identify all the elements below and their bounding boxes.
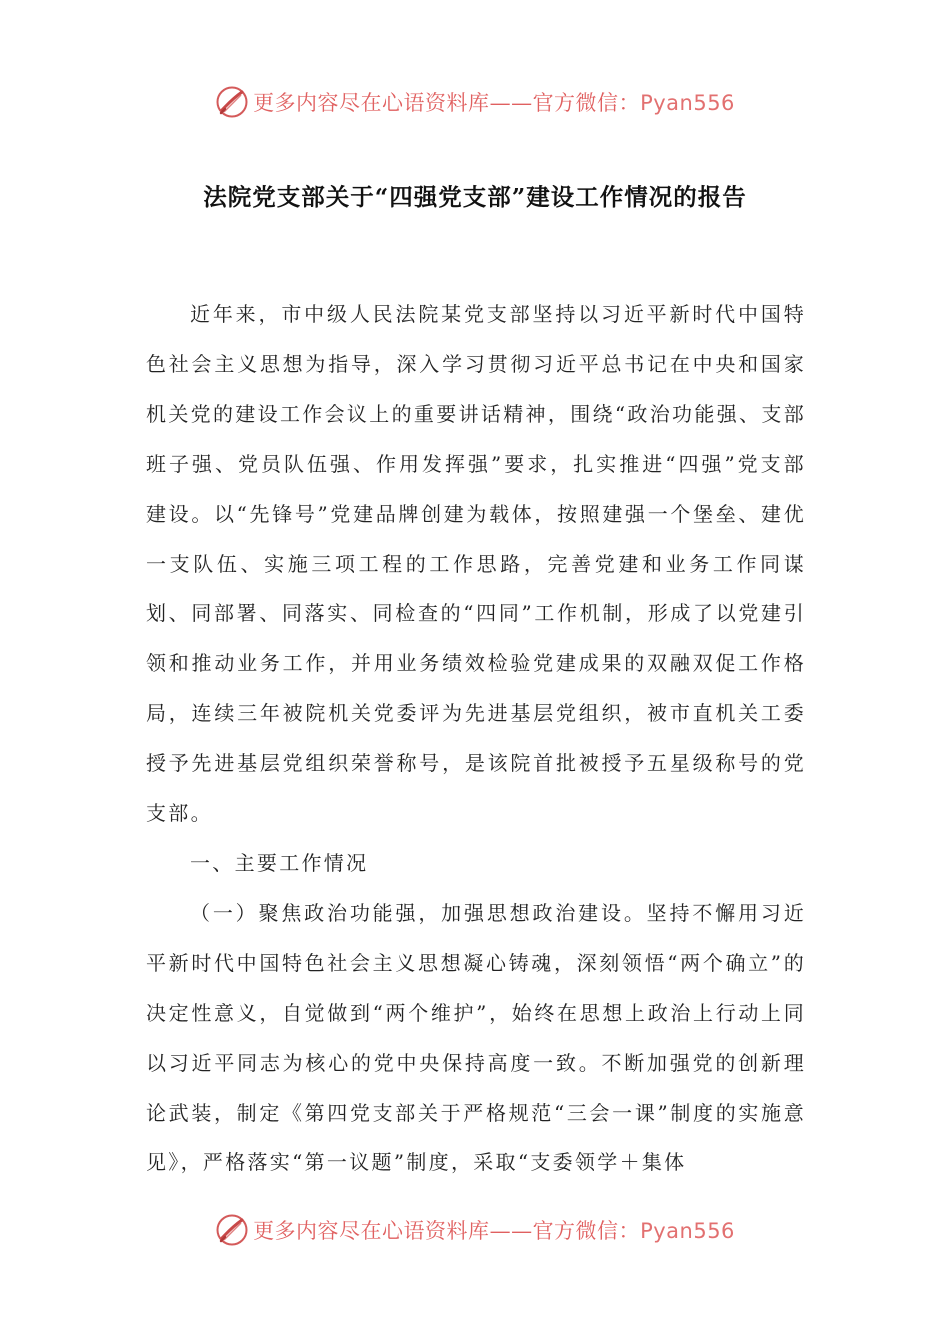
watermark-wechat-id: Pyan556 bbox=[640, 91, 735, 115]
pen-logo-icon bbox=[215, 85, 249, 119]
paragraph: （一）聚焦政治功能强，加强思想政治建设。坚持不懈用习近平新时代中国特色社会主义思想凝心铸魂，深刻领悟“两个确立”的决定性意义，自觉做到“两个维护”，始终在思想上政治上行动上同以习近平同志为核心的党中央保持高度一致。不断加强党的创新理论武装，制定《第四党支部关于严格规范“三会一课”制度的实施意见》，严格落实“第一议题”制度，采取“支委领学＋集体 bbox=[146, 900, 806, 1175]
watermark-wechat-id: Pyan556 bbox=[640, 1219, 735, 1243]
pen-logo-icon bbox=[215, 1213, 249, 1247]
watermark-text: 更多内容尽在心语资料库 bbox=[253, 1219, 490, 1243]
header-watermark bbox=[0, 82, 950, 122]
watermark-text: 更多内容尽在心语资料库 bbox=[253, 91, 490, 115]
section-heading: 一、主要工作情况 bbox=[190, 850, 369, 875]
paragraph: 近年来，市中级人民法院某党支部坚持以习近平新时代中国特色社会主义思想为指导，深入学习贯彻习近平总书记在中央和国家机关党的建设工作会议上的重要讲话精神，围绕“政治功能强、支部班子强、党员队伍强、作用发挥强”要求，扎实推进“四强”党支部建设。以“先锋号”党建品牌创建为载体，按照建强一个堡垒、建优一支队伍、实施三项工程的工作思路，完善党建和业务工作同谋划、同部署、同落实、同检查的“四同”工作机制，形成了以党建引领和推动业务工作，并用业务绩效检验党建成果的双融双促工作格局，连续三年被院机关党委评为先进基层党组织，被市直机关工委授予先进基层党组织荣誉称号，是该院首批被授予五星级称号的党支部。 bbox=[146, 302, 806, 826]
watermark-label: 官方微信： bbox=[532, 91, 641, 115]
document-title: 法院党支部关于“四强党支部”建设工作情况的报告 bbox=[203, 183, 747, 211]
document-body bbox=[146, 290, 806, 1188]
footer-watermark bbox=[0, 1210, 950, 1250]
watermark-dash: —— bbox=[489, 91, 533, 115]
watermark-dash: —— bbox=[489, 1219, 533, 1243]
watermark-label: 官方微信： bbox=[532, 1219, 641, 1243]
